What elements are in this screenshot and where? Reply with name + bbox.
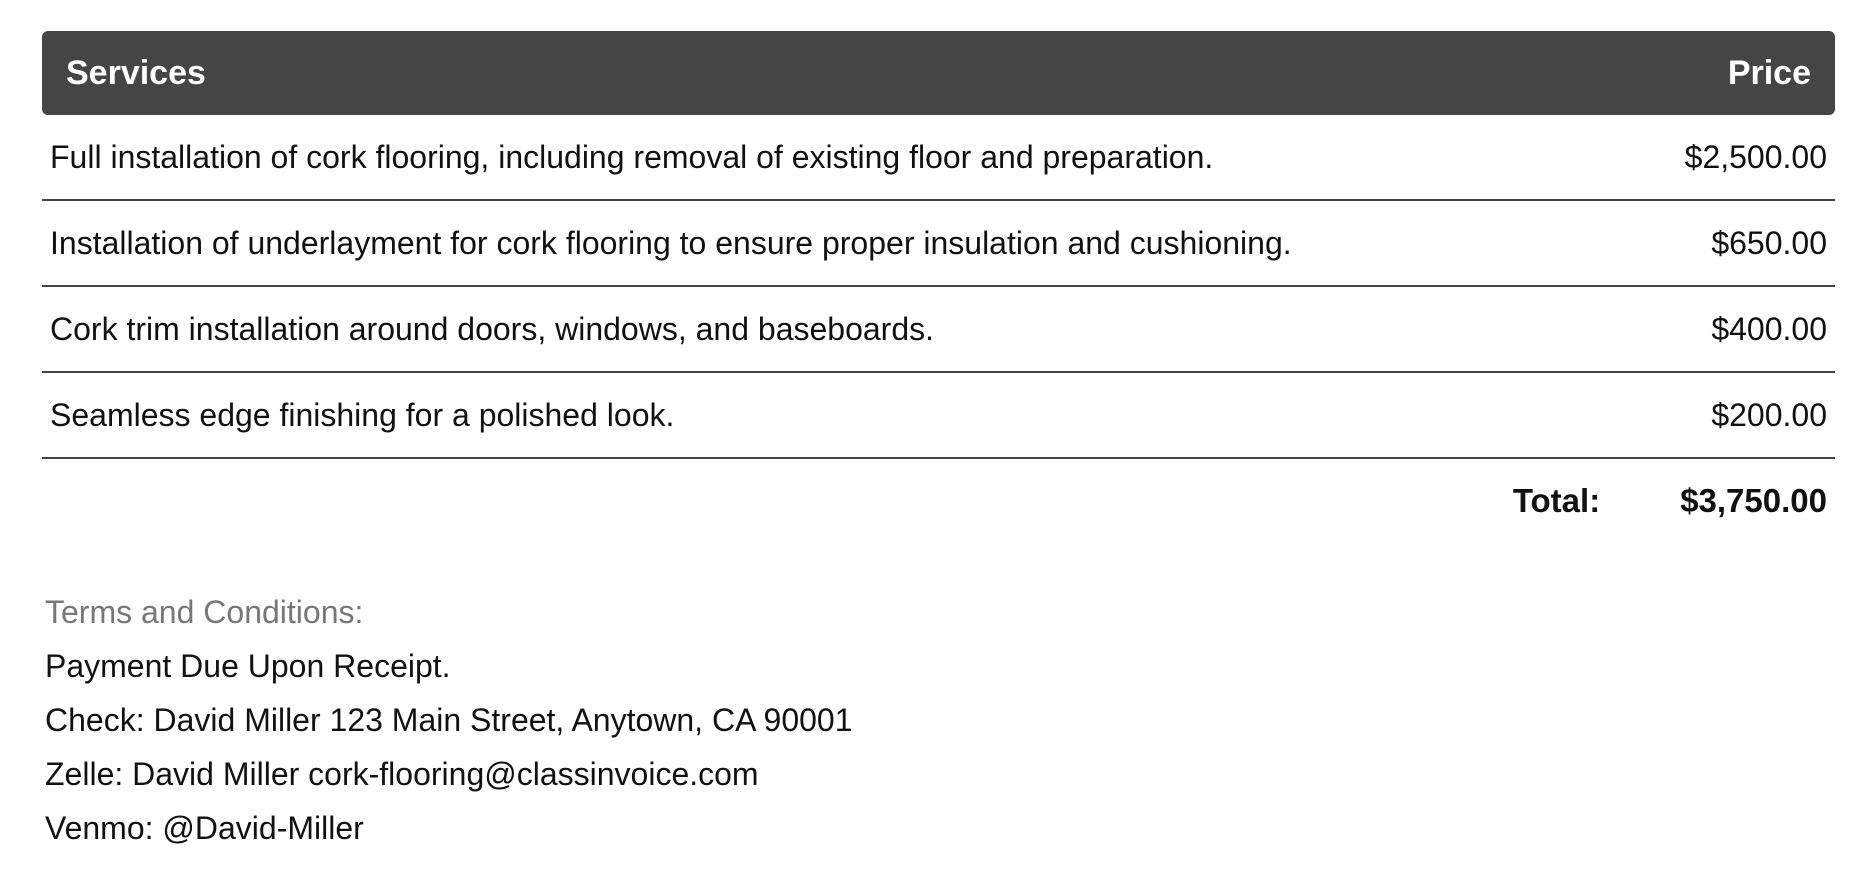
terms-line: Check: David Miller 123 Main Street, Anytown, CA 90001 (45, 702, 853, 738)
total-row (42, 459, 1835, 543)
total-label: Total: (1512, 482, 1601, 519)
table-row (42, 373, 1835, 459)
table-header (42, 31, 1835, 115)
service-description: Cork trim installation around doors, windows, and baseboards. (50, 310, 935, 347)
table-row (42, 115, 1835, 201)
service-price: $650.00 (1711, 224, 1827, 261)
terms-line: Venmo: @David-Miller (45, 810, 364, 846)
header-services: Services (66, 53, 206, 92)
service-price: $2,500.00 (1684, 138, 1827, 175)
terms-title: Terms and Conditions: (45, 594, 364, 630)
total-value: $3,750.00 (1680, 482, 1827, 519)
services-table (42, 31, 1835, 543)
service-description: Full installation of cork flooring, including removal of existing floor and preparation. (50, 138, 1214, 175)
service-description: Seamless edge finishing for a polished look. (50, 396, 675, 433)
header-price: Price (1727, 53, 1811, 92)
terms-line: Zelle: David Miller cork-flooring@classinvoice.com (45, 756, 759, 792)
terms-section (45, 585, 853, 855)
terms-line: Payment Due Upon Receipt. (45, 648, 451, 684)
table-row (42, 287, 1835, 373)
table-row (42, 201, 1835, 287)
service-price: $400.00 (1711, 310, 1827, 347)
service-description: Installation of underlayment for cork flooring to ensure proper insulation and cushioning. (50, 224, 1292, 261)
service-price: $200.00 (1711, 396, 1827, 433)
